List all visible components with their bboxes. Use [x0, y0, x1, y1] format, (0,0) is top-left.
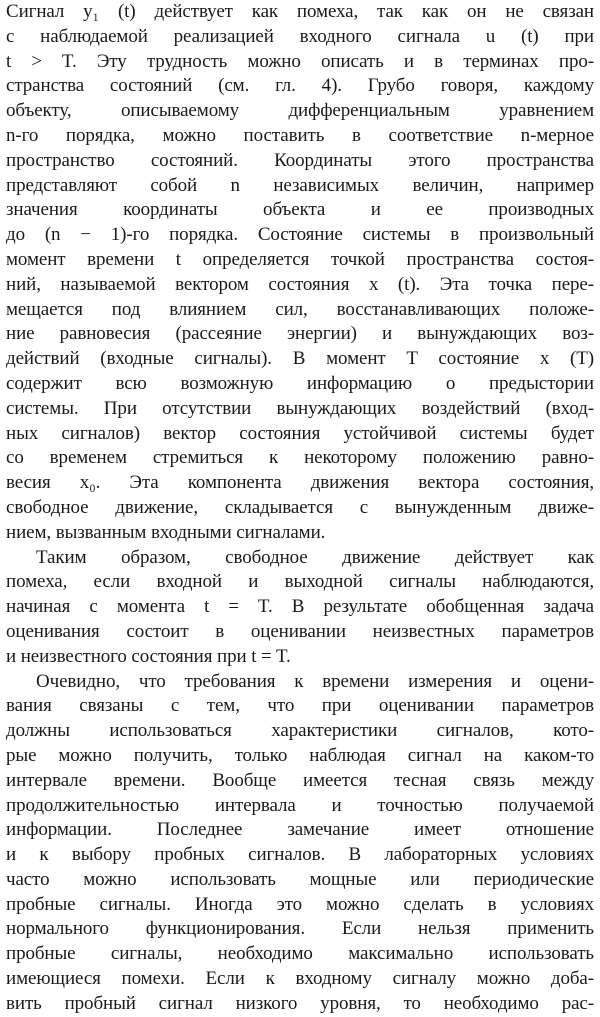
text-line: Таким образом, свободное движение действует как	[36, 546, 594, 568]
page-text	[6, 0, 594, 1017]
text-line: рые можно получить, только наблюдая сигнал на каком-то	[6, 744, 594, 766]
text-line: имеющиеся помехи. Если к входному сигналу можно доба-	[6, 968, 594, 990]
text-line: и неизвестного состояния при t = T.	[6, 645, 291, 667]
text-line: ний, называемой вектором состояния x (t). Эта точка пере-	[6, 273, 594, 295]
text-line: Очевидно, что требования к времени измерения и оцени-	[36, 670, 594, 692]
text-line: Сигнал y₁ (t) действует как помеха, так как он не связан	[6, 1, 594, 22]
text-line: содержит всю возможную информацию о предыстории	[6, 372, 594, 394]
text-line: значения координаты объекта и ее производных	[6, 199, 594, 221]
text-line: продолжительностью интервала и точностью получаемой	[6, 794, 594, 816]
text-line: часто можно использовать мощные или периодические	[6, 868, 594, 890]
paragraph-1	[6, 0, 594, 546]
paragraph-3	[6, 670, 594, 1017]
text-line: нием, вызванным входными сигналами.	[6, 521, 326, 543]
text-line: странства состояний (см. гл. 4). Грубо говоря, каждому	[6, 75, 594, 97]
text-line: пространство состояний. Координаты этого пространства	[6, 149, 594, 171]
text-line: объекту, описываемому дифференциальным уравнением	[6, 100, 594, 122]
text-line: t > T. Эту трудность можно описать и в терминах про-	[6, 50, 594, 72]
text-line: пробные сигналы. Иногда это можно сделать в условиях	[6, 893, 594, 915]
text-line: оценивания состоит в оценивании неизвестных параметров	[6, 620, 594, 642]
text-line: весия x₀. Эта компонента движения вектора состояния,	[6, 472, 594, 494]
text-line: информации. Последнее замечание имеет отношение	[6, 819, 594, 841]
text-line: вания связаны с тем, что при оценивании параметров	[6, 695, 594, 717]
text-line: вить пробный сигнал низкого уровня, то необходимо рас-	[6, 992, 594, 1014]
text-line: ние равновесия (рассеяние энергии) и вынуждающих воз-	[6, 323, 594, 345]
text-line: должны использоваться характеристики сигналов, кото-	[6, 720, 594, 742]
text-line: с наблюдаемой реализацией входного сигнала u (t) при	[6, 25, 594, 47]
text-line: начиная с момента t = T. В результате обобщенная задача	[6, 596, 594, 618]
text-line: интервале времени. Вообще имеется тесная связь между	[6, 769, 594, 791]
text-line: представляют собой n независимых величин, например	[6, 174, 594, 196]
text-line: системы. При отсутствии вынуждающих воздействий (вход-	[6, 397, 594, 419]
text-line: до (n − 1)-го порядка. Состояние системы в произвольный	[6, 224, 594, 246]
text-line: момент времени t определяется точкой пространства состоя-	[6, 248, 594, 270]
text-line: и к выбору пробных сигналов. В лабораторных условиях	[6, 844, 594, 866]
text-line: помеха, если входной и выходной сигналы наблюдаются,	[6, 571, 594, 593]
text-line: мещается под влиянием сил, восстанавливающих положе-	[6, 298, 594, 320]
text-line: свободное движение, складывается с вынужденным движе-	[6, 496, 594, 518]
text-line: действий (входные сигналы). В момент T состояние x (T)	[6, 348, 594, 370]
text-line: со временем стремиться к некоторому положению равно-	[6, 447, 594, 469]
text-line: n-го порядка, можно поставить в соответствие n-мерное	[6, 124, 594, 146]
text-line: нормального функционирования. Если нельзя применить	[6, 918, 594, 940]
paragraph-2	[6, 546, 594, 670]
text-line: ных сигналов) вектор состояния устойчивой системы будет	[6, 422, 594, 444]
text-line: пробные сигналы, необходимо максимально использовать	[6, 943, 594, 965]
